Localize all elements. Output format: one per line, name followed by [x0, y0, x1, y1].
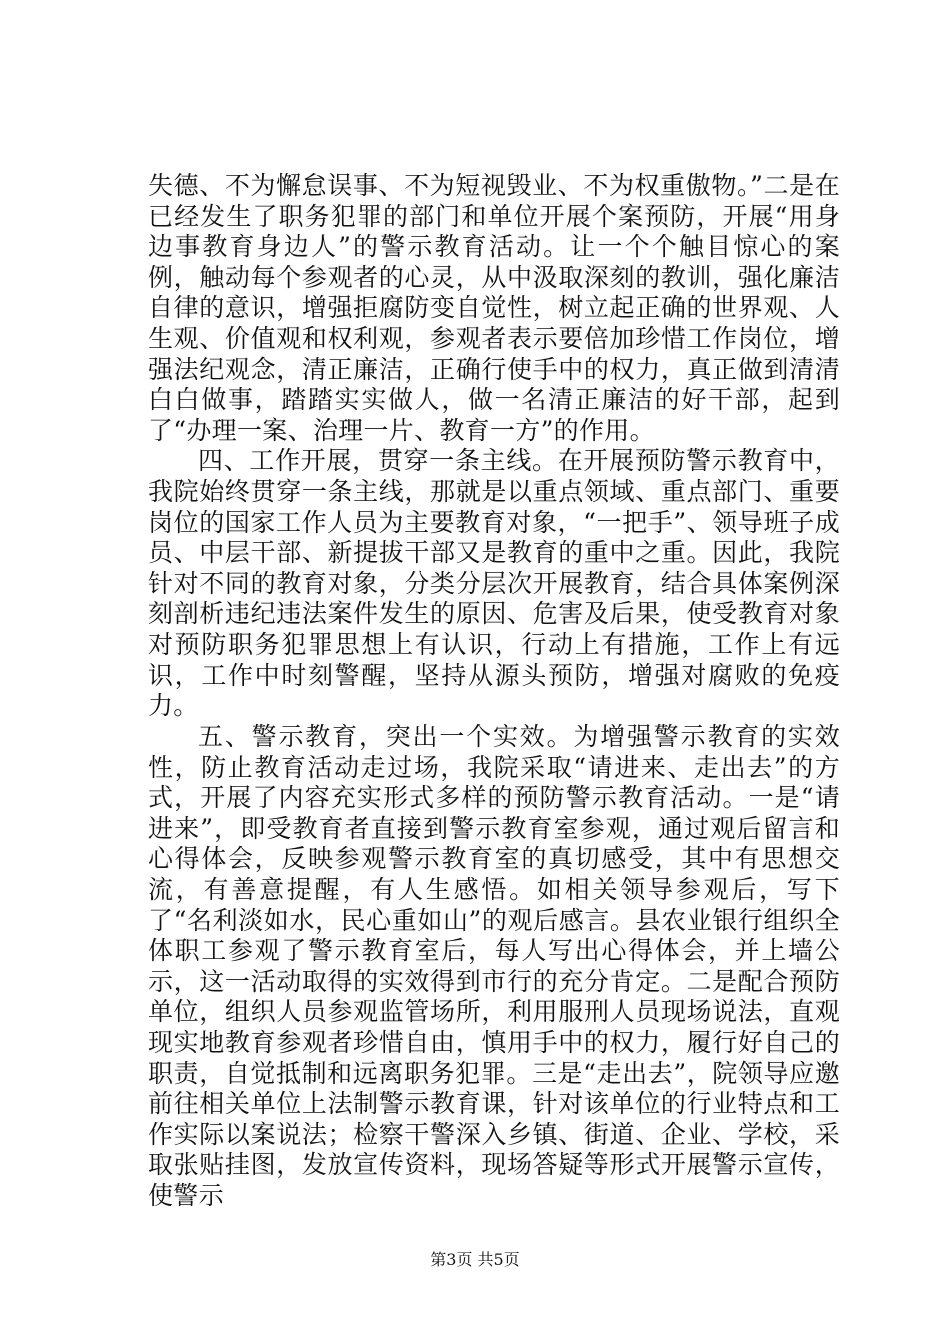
paragraph-section-four: 四、工作开展，贯穿一条主线。在开展预防警示教育中，我院始终贯穿一条主线，那就是以重点领域、重点部门、重要岗位的国家工作人员为主要教育对象，“一把手”、领导班子成员、中层干部、新提拔干部又是教育的重中之重。因此，我院针对不同的教育对象，分类分层次开展教育，结合具体案例深刻剖析违纪违法案件发生的原因、危害及后果，使受教育对象对预防职务犯罪思想上有认识，行动上有措施，工作上有远识，工作中时刻警醒，坚持从源头预防，增强对腐败的免疫力。 — [148, 446, 840, 721]
paragraph-continuation: 失德、不为懈怠误事、不为短视毁业、不为权重傲物。”二是在已经发生了职务犯罪的部门和单位开展个案预防，开展“用身边事教育身边人”的警示教育活动。让一个个触目惊心的案例，触动每个参观者的心灵，从中汲取深刻的教训，强化廉洁自律的意识，增强拒腐防变自觉性，树立起正确的世界观、人生观、价值观和权利观，参观者表示要倍加珍惜工作岗位，增强法纪观念，清正廉洁，正确行使手中的权力，真正做到清清白白做事，踏踏实实做人，做一名清正廉洁的好干部，起到了“办理一案、治理一片、教育一方”的作用。 — [148, 171, 840, 445]
page-footer — [0, 1250, 950, 1270]
body-text-block-2 — [148, 722, 840, 1212]
page-number-label: 第3页 共5页 — [430, 1250, 520, 1269]
body-text-block-1 — [148, 171, 840, 722]
paragraph-section-five: 五、警示教育，突出一个实效。为增强警示教育的实效性，防止教育活动走过场，我院采取“请进来、走出去”的方式，开展了内容充实形式多样的预防警示教育活动。一是“请进来”，即受教育者直接到警示教育室参观，通过观后留言和心得体会，反映参观警示教育室的真切感受，其中有思想交流，有善意提醒，有人生感悟。如相关领导参观后，写下了“名利淡如水，民心重如山”的观后感言。县农业银行组织全体职工参观了警示教育室后，每人写出心得体会，并上墙公示，这一活动取得的实效得到市行的充分肯定。二是配合预防单位，组织人员参观监管场所，利用服刑人员现场说法，直观现实地教育参观者珍惜自由，慎用手中的权力，履行好自己的职责，自觉抵制和远离职务犯罪。三是“走出去”，院领导应邀前往相关单位上法制警示教育课，针对该单位的行业特点和工作实际以案说法；检察干警深入乡镇、街道、企业、学校，采取张贴挂图，发放宣传资料，现场答疑等形式开展警示宣传，使警示 — [148, 722, 840, 1210]
